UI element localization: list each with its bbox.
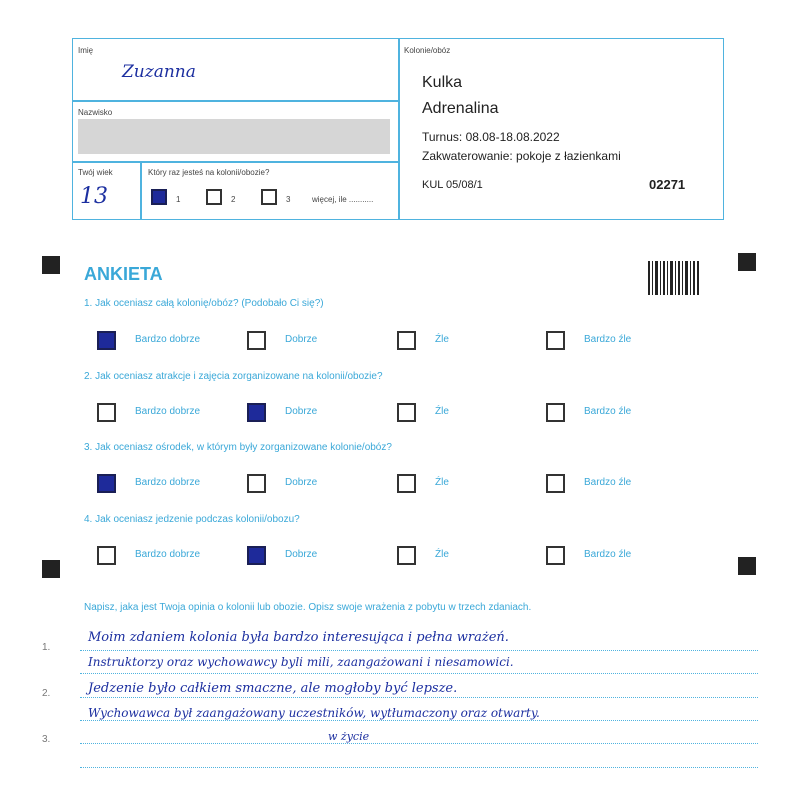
q4-option-label-3: Źle <box>435 549 449 560</box>
q2-option-label-4: Bardzo źle <box>584 406 632 417</box>
q4-checkbox-3[interactable] <box>397 546 416 565</box>
answer-line-3 <box>80 697 758 698</box>
q4-option-label-2: Dobrze <box>285 549 318 560</box>
q2-checkbox-2[interactable] <box>247 403 266 422</box>
q1-option-label-2: Dobrze <box>285 334 318 345</box>
survey-title: ANKIETA <box>84 264 163 284</box>
times-option-1: 1 <box>176 195 181 204</box>
surname-divider <box>72 161 399 163</box>
answer-line-6 <box>80 767 758 768</box>
q3-checkbox-1[interactable] <box>97 474 116 493</box>
times-option-2: 2 <box>231 195 236 204</box>
registration-marker-bottom-left <box>42 560 60 578</box>
q4-checkbox-2[interactable] <box>247 546 266 565</box>
handwritten-line-2[interactable]: Instruktorzy oraz wychowawcy byli mili, zaangażowani i niesamowici. <box>88 655 514 669</box>
q3-option-label-4: Bardzo źle <box>584 477 632 488</box>
q1-option-label-1: Bardzo dobrze <box>135 334 201 345</box>
form-number: 02271 <box>649 177 686 192</box>
q1-checkbox-3[interactable] <box>397 331 416 350</box>
q1-checkbox-2[interactable] <box>247 331 266 350</box>
q2-option-label-2: Dobrze <box>285 406 318 417</box>
registration-marker-top-right <box>738 253 756 271</box>
answer-line-5 <box>80 743 758 744</box>
q3-checkbox-4[interactable] <box>546 474 565 493</box>
camp-name-1: Kulka <box>422 74 463 91</box>
name-value[interactable]: Zuzanna <box>122 62 196 82</box>
q1-checkbox-1[interactable] <box>97 331 116 350</box>
times-more-label: więcej, ile ........... <box>312 195 374 204</box>
times-checkbox-2[interactable] <box>206 189 222 205</box>
q3-option-label-2: Dobrze <box>285 477 318 488</box>
q3-checkbox-3[interactable] <box>397 474 416 493</box>
question-3: 3. Jak oceniasz ośrodek, w którym były zorganizowane kolonie/obóz? <box>84 442 392 453</box>
q2-checkbox-3[interactable] <box>397 403 416 422</box>
age-label: Twój wiek <box>78 168 113 177</box>
header-divider <box>398 38 400 220</box>
camp-name-2: Adrenalina <box>422 100 499 117</box>
surname-redacted-field[interactable] <box>78 119 390 154</box>
q4-checkbox-4[interactable] <box>546 546 565 565</box>
answer-line-1 <box>80 650 758 651</box>
q4-option-label-1: Bardzo dobrze <box>135 549 201 560</box>
line-number-3: 3. <box>42 734 51 745</box>
name-divider <box>72 100 399 102</box>
line-number-1: 1. <box>42 642 51 653</box>
zakwaterowanie-text: Zakwaterowanie: pokoje z łazienkami <box>422 149 621 163</box>
answer-line-2 <box>80 673 758 674</box>
camp-label: Kolonie/obóz <box>404 46 451 55</box>
q3-option-label-3: Źle <box>435 477 449 488</box>
q2-option-label-1: Bardzo dobrze <box>135 406 201 417</box>
turnus-text: Turnus: 08.08-18.08.2022 <box>422 130 560 144</box>
times-label: Który raz jesteś na kolonii/obozie? <box>148 168 270 177</box>
handwritten-line-4[interactable]: Wychowawca był zaangażowany uczestników, wytłumaczony oraz otwarty. <box>88 706 540 720</box>
answer-line-4 <box>80 720 758 721</box>
handwritten-line-3[interactable]: Jedzenie było całkiem smaczne, ale mogłoby być lepsze. <box>88 681 458 696</box>
question-2: 2. Jak oceniasz atrakcje i zajęcia zorganizowane na kolonii/obozie? <box>84 371 383 382</box>
barcode-icon <box>648 261 700 295</box>
times-option-3: 3 <box>286 195 291 204</box>
times-checkbox-1[interactable] <box>151 189 167 205</box>
name-label: Imię <box>78 46 94 55</box>
times-checkbox-3[interactable] <box>261 189 277 205</box>
q4-option-label-4: Bardzo źle <box>584 549 632 560</box>
camp-code: KUL 05/08/1 <box>422 179 483 191</box>
q1-option-label-3: Źle <box>435 334 449 345</box>
q4-checkbox-1[interactable] <box>97 546 116 565</box>
handwritten-line-5[interactable]: w życie <box>328 730 370 743</box>
surname-label: Nazwisko <box>78 108 113 117</box>
q2-option-label-3: Źle <box>435 406 449 417</box>
q2-checkbox-1[interactable] <box>97 403 116 422</box>
opinion-prompt: Napisz, jaka jest Twoja opinia o kolonii lub obozie. Opisz swoje wrażenia z pobytu w trzech zdaniach. <box>84 602 532 613</box>
q2-checkbox-4[interactable] <box>546 403 565 422</box>
q3-option-label-1: Bardzo dobrze <box>135 477 201 488</box>
q1-option-label-4: Bardzo źle <box>584 334 632 345</box>
registration-marker-bottom-right <box>738 557 756 575</box>
q1-checkbox-4[interactable] <box>546 331 565 350</box>
q3-checkbox-2[interactable] <box>247 474 266 493</box>
age-value[interactable]: 13 <box>80 184 108 209</box>
handwritten-line-1[interactable]: Moim zdaniem kolonia była bardzo interesująca i pełna wrażeń. <box>88 630 509 645</box>
line-number-2: 2. <box>42 688 51 699</box>
question-1: 1. Jak oceniasz całą kolonię/obóz? (Podobało Ci się?) <box>84 298 324 309</box>
question-4: 4. Jak oceniasz jedzenie podczas kolonii/obozu? <box>84 514 300 525</box>
age-divider <box>140 161 142 220</box>
registration-marker-top-left <box>42 256 60 274</box>
